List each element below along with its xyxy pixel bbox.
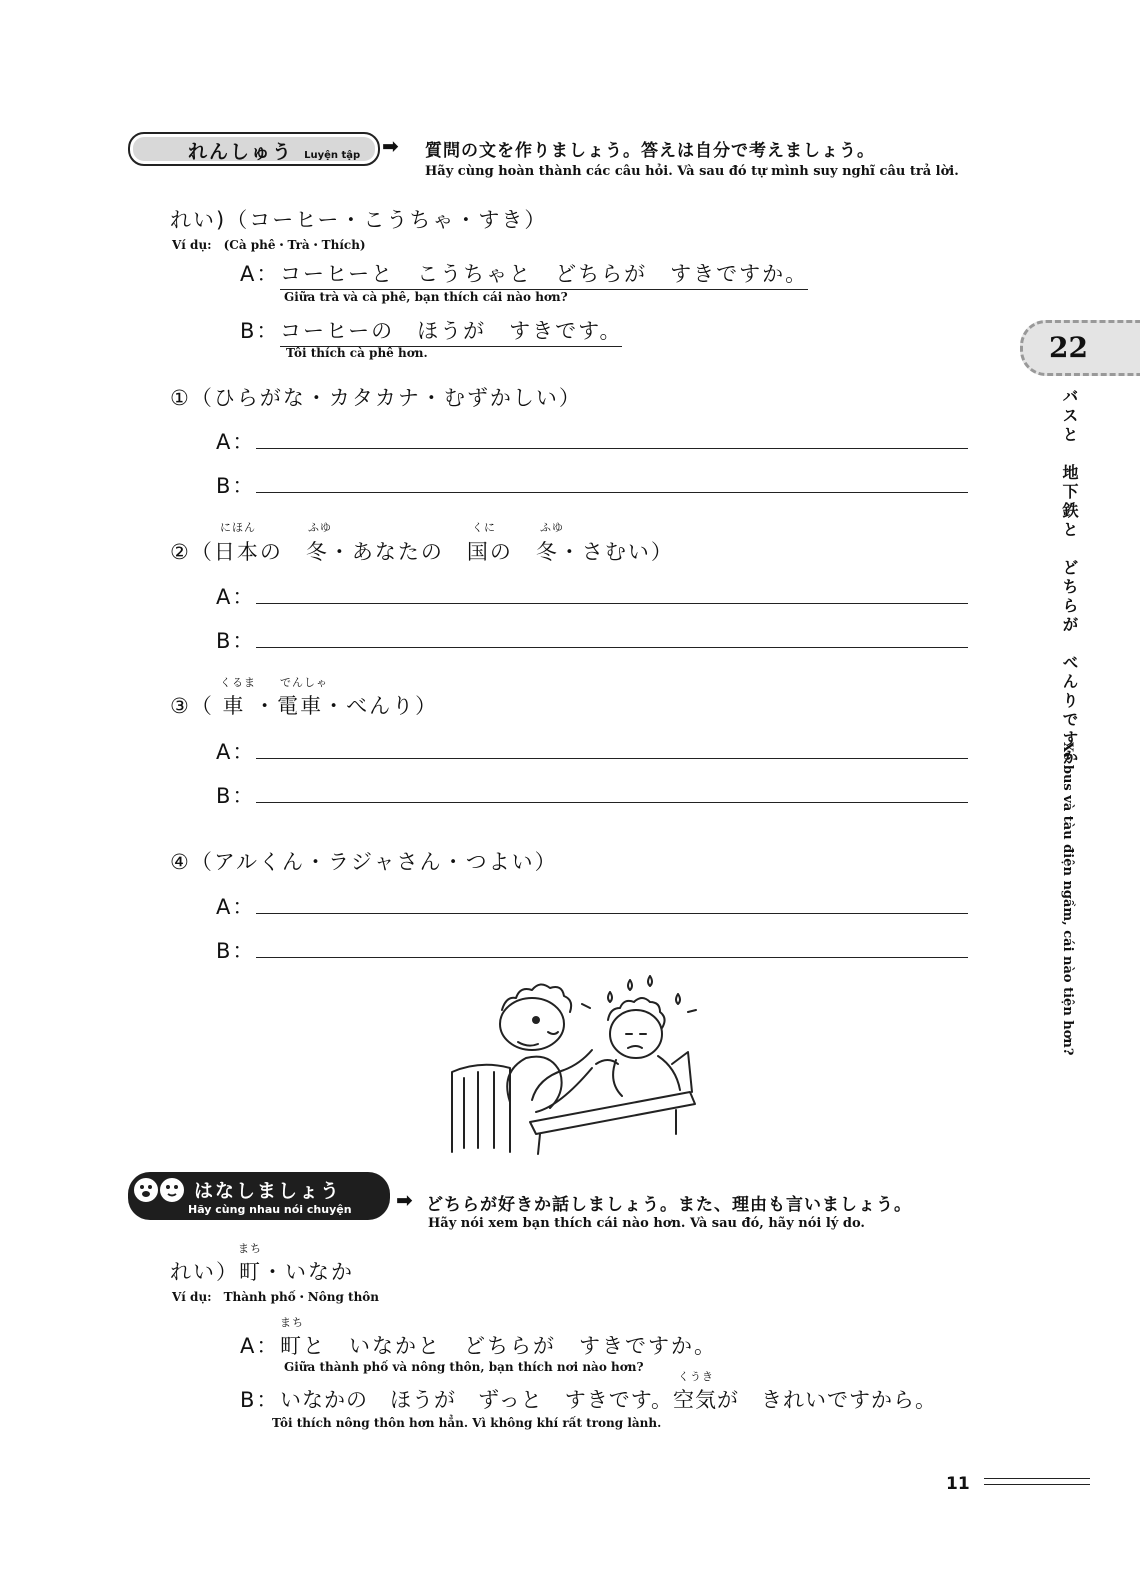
page-number: 11 [946, 1474, 970, 1494]
question-3-prompt: ③（ 車 ・電車・べんり） [170, 694, 439, 718]
renshuu-title-group [188, 137, 360, 164]
question-1-b-line[interactable] [256, 492, 968, 493]
question-3-ruby-densha: でんしゃ [280, 676, 328, 689]
question-4-a-line[interactable] [256, 913, 968, 914]
hanashi-instruction-jp: どちらが好きか話しましょう。また、理由も言いましょう。 [426, 1195, 912, 1215]
hanashi-title: はなしましょう [194, 1180, 342, 1202]
question-1-a-line[interactable] [256, 448, 968, 449]
renshuu-instruction-vn: Hãy cùng hoàn thành các câu hỏi. Và sau đó tự mình suy nghĩ câu trả lời. [425, 164, 959, 179]
lesson-tab [1020, 320, 1140, 376]
question-2-ruby-fuyu-1: ふゆ [308, 521, 332, 534]
question-2-ruby-fuyu-2: ふゆ [540, 521, 564, 534]
question-1-a-label: A： [216, 430, 256, 454]
hanashi-header [128, 1172, 390, 1220]
question-2-b-label: B： [216, 629, 256, 653]
arrow-right-icon: ➡ [382, 134, 399, 158]
question-3-ruby-kuruma: くるま [220, 676, 256, 689]
question-1-b-label: B： [216, 474, 256, 498]
renshuu-instruction-jp: 質問の文を作りましょう。答えは自分で考えましょう。 [425, 141, 875, 161]
speaking-face-icon [132, 1176, 160, 1204]
example2-ruby-machi: まち [238, 1242, 262, 1255]
question-2-a-label: A： [216, 585, 256, 609]
example2-a-prefix: A： [240, 1334, 280, 1358]
renshuu-subtitle: Luyện tập [304, 150, 361, 161]
question-2-prompt: ②（日本の 冬・あなたの 国の 冬・さむい） [170, 540, 674, 564]
hanashi-subtitle: Hãy cùng nhau nói chuyện [188, 1203, 352, 1216]
arm-wrestling-illustration [440, 972, 710, 1162]
example-a-vn: Giữa trà và cà phê, bạn thích cái nào hơn? [284, 290, 568, 304]
example2-a-ruby-machi: まち [280, 1316, 304, 1329]
arrow-right-icon-2: ➡ [396, 1188, 413, 1212]
example-b-prefix: B： [240, 319, 280, 343]
question-1-prompt: ①（ひらがな・カタカナ・むずかしい） [170, 386, 582, 410]
question-4-b-label: B： [216, 939, 256, 963]
example2-b-text: いなかの ほうが ずっと すきです。空気が きれいですから。 [280, 1388, 938, 1412]
question-3-a-line[interactable] [256, 758, 968, 759]
example2-b-ruby-kuuki: くうき [678, 1370, 714, 1383]
question-4-b-line[interactable] [256, 957, 968, 958]
question-2-a-line[interactable] [256, 603, 968, 604]
example-b-text: コーヒーの ほうが すきです。 [280, 315, 622, 347]
lesson-title-vn: Xe bus và tàu điện ngầm, cái nào tiện hơn? [1060, 742, 1075, 1056]
example2-a-vn: Giữa thành phố và nông thôn, bạn thích nơi nào hơn? [284, 1360, 644, 1374]
question-3-a-label: A： [216, 740, 256, 764]
question-2-b-line[interactable] [256, 647, 968, 648]
footer-rule-2 [984, 1484, 1090, 1485]
question-2-ruby-kuni: くに [472, 521, 496, 534]
question-4-prompt: ④（アルくん・ラジャさん・つよい） [170, 850, 558, 874]
question-3-b-line[interactable] [256, 802, 968, 803]
example2-a-text: 町と いなかと どちらが すきですか。 [280, 1334, 717, 1358]
listening-face-icon [158, 1176, 186, 1204]
example-a-prefix: A： [240, 262, 280, 286]
lesson-title-jp: バスと 地下鉄と どちらが べんりですか [1060, 388, 1079, 768]
example2-label: れい）町・いなか [170, 1260, 354, 1284]
example-b-vn: Tôi thích cà phê hơn. [286, 346, 428, 360]
example-label: れい)（コーヒー・こうちゃ・すき） [170, 208, 548, 232]
example2-b-prefix: B： [240, 1388, 280, 1412]
renshuu-header [128, 132, 380, 166]
question-2-ruby-nihon: にほん [220, 521, 256, 534]
hanashi-instruction-vn: Hãy nói xem bạn thích cái nào hơn. Và sau đó, hãy nói lý do. [428, 1216, 865, 1231]
example-a-text: コーヒーと こうちゃと どちらが すきですか。 [280, 258, 808, 290]
example2-b-vn: Tôi thích nông thôn hơn hẳn. Vì không khí rất trong lành. [272, 1416, 662, 1430]
question-4-a-label: A： [216, 895, 256, 919]
example2-label-vn: Ví dụ: Thành phố・Nông thôn [172, 1290, 380, 1304]
renshuu-title: れんしゅう [188, 141, 294, 163]
lesson-number: 22 [1049, 331, 1088, 364]
question-3-b-label: B： [216, 784, 256, 808]
example-label-vn: Ví dụ: (Cà phê・Trà・Thích) [172, 238, 366, 252]
footer-rule-1 [984, 1478, 1090, 1479]
